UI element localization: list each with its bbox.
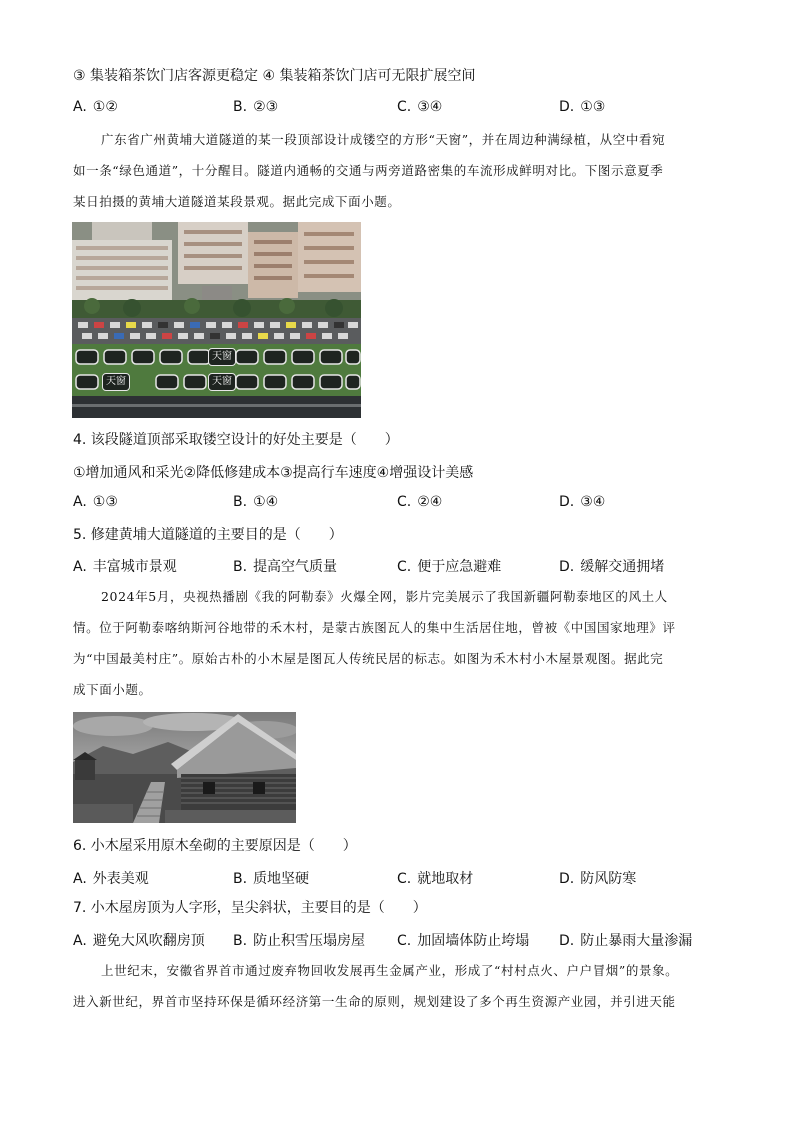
option-c: C. 便于应急避难	[397, 559, 502, 575]
option-d: D. 缓解交通拥堵	[559, 559, 665, 575]
skylight-label: 天窗	[208, 348, 236, 366]
option-b: B. ①④	[233, 494, 279, 510]
passage-jieshou	[73, 955, 718, 1017]
passage-line: 某日拍摄的黄埔大道隧道某段景观。据此完成下面小题。	[73, 194, 401, 209]
option-a: A. 外表美观	[73, 871, 149, 887]
option-c: C. ③④	[397, 99, 443, 115]
option-c: C. 加固墙体防止垮塌	[397, 933, 530, 949]
prev-question-items: ③ 集装箱茶饮门店客源更稳定 ④ 集装箱茶饮门店可无限扩展空间	[73, 68, 476, 84]
option-b: B. ②③	[233, 99, 279, 115]
passage-line: 上世纪末，安徽省界首市通过废弃物回收发展再生金属产业，形成了“村村点火、户户冒烟”的景象。	[101, 963, 679, 978]
option-a: A. 丰富城市景观	[73, 559, 177, 575]
option-d: D. ①③	[559, 99, 606, 115]
question-4-stem: 4. 该段隧道顶部采取镂空设计的好处主要是（ ）	[73, 432, 399, 448]
tunnel-aerial-photo	[72, 222, 361, 418]
question-6-stem: 6. 小木屋采用原木垒砌的主要原因是（ ）	[73, 838, 357, 854]
question-4-options	[73, 494, 733, 514]
question-7-stem: 7. 小木屋房顶为人字形，呈尖斜状，主要目的是（ ）	[73, 900, 427, 916]
passage-line: 成下面小题。	[73, 682, 152, 697]
option-a: A. ①②	[73, 99, 118, 115]
option-b: B. 质地坚硬	[233, 871, 310, 887]
option-b: B. 提高空气质量	[233, 559, 338, 575]
question-5-options	[73, 556, 733, 576]
passage-line: 广东省广州黄埔大道隧道的某一段顶部设计成镂空的方形“天窗”，并在周边种满绿植，从空中看宛	[101, 132, 666, 147]
passage-line: 为“中国最美村庄”。原始古朴的小木屋是图瓦人传统民居的标志。如图为禾木村小木屋景观图。据此完	[73, 651, 664, 666]
question-4-items: ①增加通风和采光②降低修建成本③提高行车速度④增强设计美感	[73, 465, 474, 481]
option-c: C. ②④	[397, 494, 443, 510]
passage-line: 如一条“绿色通道”，十分醒目。隧道内通畅的交通与两旁道路密集的车流形成鲜明对比。下图示意夏季	[73, 163, 664, 178]
passage-huangpu	[73, 124, 718, 217]
passage-line: 2024年5月，央视热播剧《我的阿勒泰》火爆全网，影片完美展示了我国新疆阿勒泰地区的风土人	[101, 589, 668, 604]
passage-line: 情。位于阿勒泰喀纳斯河谷地带的禾木村，是蒙古族图瓦人的集中生活居住地，曾被《中国国家地理》评	[73, 620, 676, 635]
option-c: C. 就地取材	[397, 871, 474, 887]
prev-question-options	[73, 99, 733, 119]
question-7-options	[73, 930, 733, 950]
option-a: A. 避免大风吹翻房顶	[73, 933, 205, 949]
question-5-stem: 5. 修建黄埔大道隧道的主要目的是（ ）	[73, 527, 343, 543]
skylight-label: 天窗	[208, 373, 236, 391]
skylight-label: 天窗	[102, 373, 130, 391]
option-b: B. 防止积雪压塌房屋	[233, 933, 366, 949]
log-cabin-photo	[73, 712, 296, 823]
question-6-options	[73, 868, 733, 888]
option-d: D. 防风防寒	[559, 871, 637, 887]
option-a: A. ①③	[73, 494, 118, 510]
passage-line: 进入新世纪，界首市坚持环保是循环经济第一生命的原则，规划建设了多个再生资源产业园，并引进天能	[73, 994, 676, 1009]
option-d: D. ③④	[559, 494, 606, 510]
option-d: D. 防止暴雨大量渗漏	[559, 933, 693, 949]
passage-hemu-village	[73, 581, 718, 705]
